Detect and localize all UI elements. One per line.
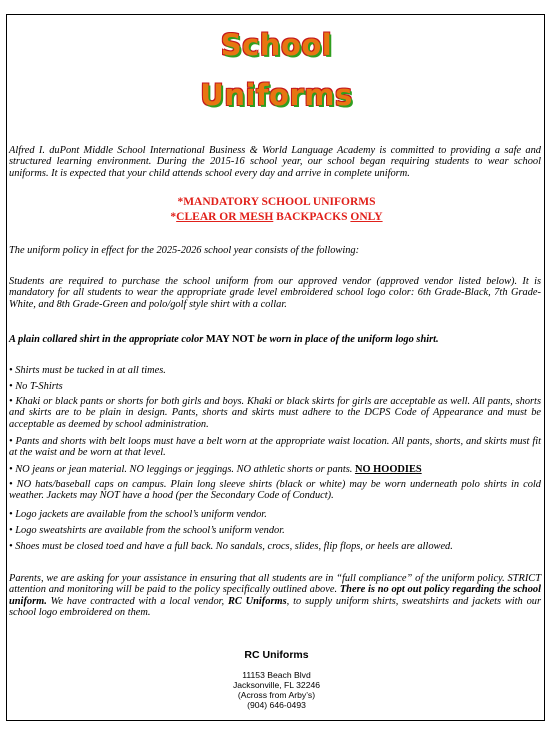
list-item: • Logo jackets are available from the school’s uniform vendor. — [9, 509, 267, 520]
intro-paragraph: Alfred I. duPont Middle School International Business & World Language Academy is committed to providing a safe and structured learning environment. During the 2015-16 school year, our school began requiring students to wear school uniforms. It is expected that your child attends school every day and arrive in complete uniform. — [9, 145, 541, 179]
policy-intro: The uniform policy in effect for the 2025-2026 school year consists of the following: — [9, 245, 360, 256]
closing-part2: We have contracted with a local vendor, — [46, 595, 228, 607]
list-item: • No T-Shirts — [9, 381, 63, 392]
plain-shirt-emph: MAY NOT — [205, 334, 255, 345]
list-item: • NO hats/baseball caps on campus. Plain long sleeve shirts (black or white) may be worn underneath polo shirts in cold weather. Jackets may NOT have a hood (per the Secondary Code of Conduct). — [9, 479, 541, 502]
closing-part1: Parents, we are asking for your assistance in ensuring that all students are in “full compliance” of the uniform policy. STRICT attention and monitoring will be paid to the policy specifically outlined above. — [9, 573, 541, 596]
list-item: • Shirts must be tucked in at all times. — [9, 365, 166, 376]
plain-shirt-before: A plain collared shirt in the appropriate color — [9, 334, 206, 345]
plain-shirt-warning — [9, 334, 541, 345]
title-line-1: School — [220, 28, 333, 62]
backpack-middle: BACKPACKS — [273, 211, 351, 223]
backpack-underlined: CLEAR OR MESH — [176, 211, 274, 223]
list-item: • Logo sweatshirts are available from the school’s uniform vendor. — [9, 525, 285, 536]
backpack-notice — [0, 211, 553, 223]
no-jeans-text: • NO jeans or jean material. NO leggings or jeggings. NO athletic shorts or pants. — [9, 464, 353, 475]
backpack-only: ONLY — [350, 211, 383, 223]
closing-part3: , to supply uniform shirts, sweatshirts and jackets with our school logo embroidered on them. — [9, 595, 542, 619]
vendor-phone: (904) 646-0493 — [247, 700, 306, 710]
list-item: • Pants and shorts with belt loops must have a belt worn at the appropriate waist location. All pants, shorts, and skirts must fit at the waist and be worn at that level. — [9, 436, 541, 459]
closing-bold1: There is no opt out policy regarding the school uniform. — [9, 584, 541, 607]
no-hoodies: NO HOODIES — [354, 464, 422, 475]
vendor-note: (Across from Arby’s) — [237, 690, 316, 700]
plain-shirt-after: be worn in place of the uniform logo shirt. — [254, 334, 439, 345]
vendor-name-inline: RC Uniforms — [227, 595, 287, 607]
vendor-name: RC Uniforms — [244, 649, 309, 661]
vendor-street: 11153 Beach Blvd — [242, 670, 311, 680]
purchase-paragraph: Students are required to purchase the school uniform from our approved vendor (approved vendor listed below). It is mandatory for all students to wear the appropriate grade level embroidered school logo color: 6th Grade-Black, 7th Grade-White, and 8th Grade-Green and polo/golf style shirt with a collar. — [9, 276, 541, 310]
closing-paragraph — [9, 573, 541, 619]
list-item: • Shoes must be closed toed and have a full back. No sandals, crocs, slides, flip flops, or heels are allowed. — [9, 541, 453, 552]
title-line-2: Uniforms — [200, 78, 353, 112]
vendor-city: Jacksonville, FL 32246 — [232, 680, 321, 690]
backpack-prefix: * — [170, 211, 177, 223]
list-item: • Khaki or black pants or shorts for both girls and boys. Khaki or black skirts for girls are acceptable as well. All pants, shorts and skirts are to be plain in design. Pants, shorts and skirts must adhere to the DCPS Code of Appearance and must be acceptable as deemed by school administration. — [9, 396, 541, 430]
mandatory-notice: *MANDATORY SCHOOL UNIFORMS — [177, 196, 376, 208]
list-item — [9, 464, 541, 475]
